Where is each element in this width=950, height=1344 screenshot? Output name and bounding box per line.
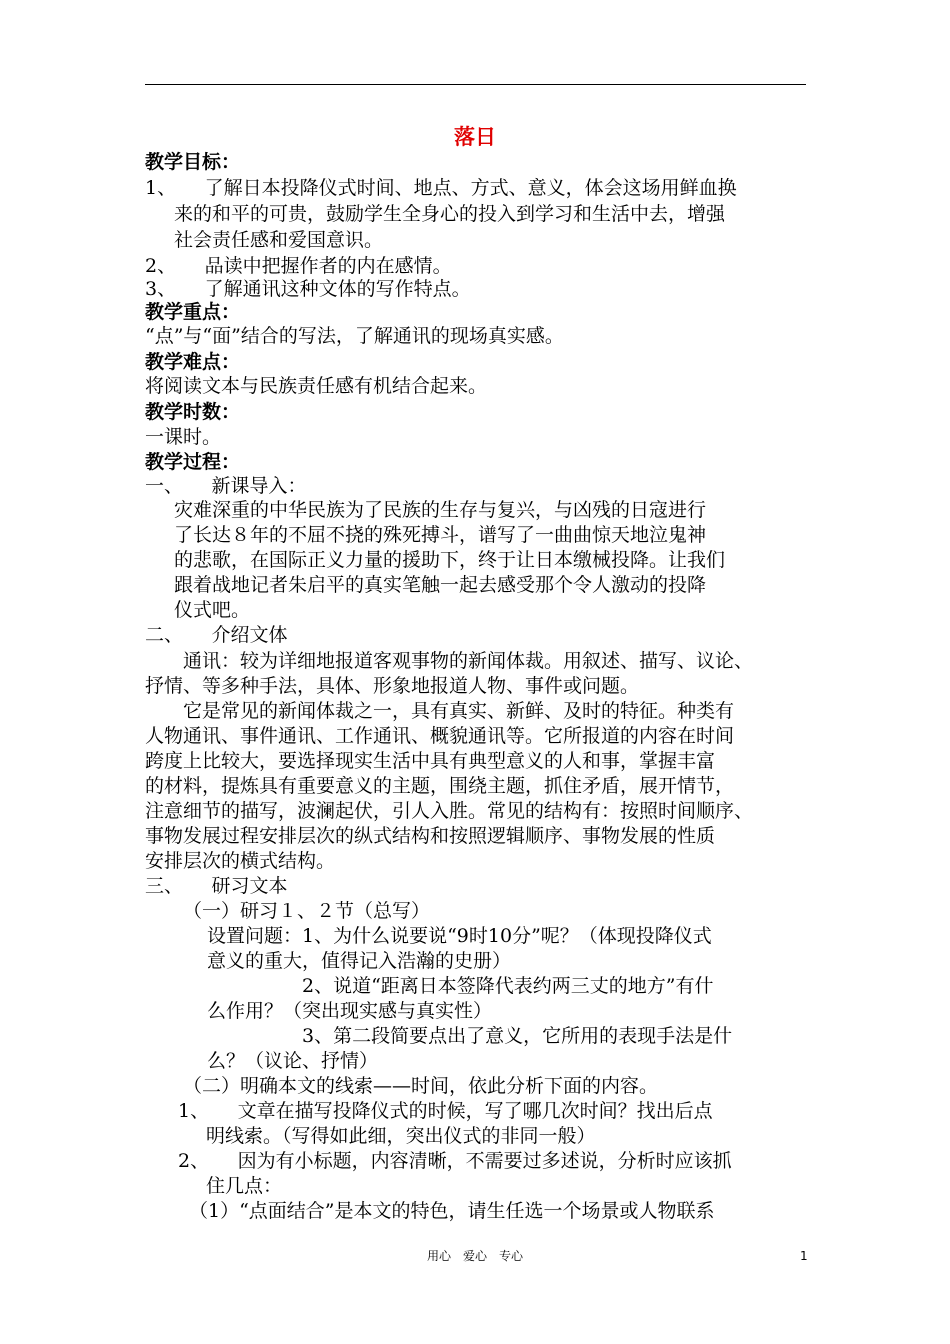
text-line: 通讯：较为详细地报道客观事物的新闻体裁。用叙述、描写、议论、 bbox=[145, 650, 754, 672]
text-line: （二）明确本文的线索——时间，依此分析下面的内容。 bbox=[183, 1075, 659, 1097]
text-line: 设置问题：1、为什么说要说“9时10分”呢？（体现投降仪式 bbox=[207, 925, 712, 947]
page-title: 落日 bbox=[454, 125, 496, 149]
text-line: 三、 研习文本 bbox=[145, 875, 288, 897]
text-line: 了长达８年的不屈不挠的殊死搏斗，谱写了一曲曲惊天地泣鬼神 bbox=[174, 524, 707, 546]
text-line: 3、 了解通讯这种文体的写作特点。 bbox=[145, 278, 471, 300]
text-line: 注意细节的描写，波澜起伏，引人入胜。常见的结构有：按照时间顺序、 bbox=[145, 800, 754, 822]
text-line: 2、 品读中把握作者的内在感情。 bbox=[145, 255, 452, 277]
header-rule bbox=[145, 84, 806, 85]
text-line: 么？（议论、抒情） bbox=[207, 1050, 379, 1072]
text-line: 安排层次的横式结构。 bbox=[145, 850, 336, 872]
text-line: 跟着战地记者朱启平的真实笔触一起去感受那个令人激动的投降 bbox=[174, 574, 707, 596]
text-line: 它是常见的新闻体裁之一，具有真实、新鲜、及时的特征。种类有 bbox=[145, 700, 735, 722]
section-heading: 教学过程： bbox=[145, 451, 241, 473]
text-line: 1、 文章在描写投降仪式的时候，写了哪几次时间？找出后点 bbox=[178, 1100, 713, 1122]
text-line: 一、 新课导入： bbox=[145, 475, 307, 497]
text-line: 社会责任感和爱国意识。 bbox=[174, 229, 384, 251]
text-line: （一）研习１、２节（总写） bbox=[183, 900, 431, 922]
section-heading: 教学时数： bbox=[145, 401, 241, 423]
text-line: 住几点： bbox=[206, 1175, 283, 1197]
text-line: 将阅读文本与民族责任感有机结合起来。 bbox=[145, 375, 488, 397]
text-line: “点”与“面”结合的写法，了解通讯的现场真实感。 bbox=[145, 325, 564, 347]
text-line: 人物通讯、事件通讯、工作通讯、概貌通讯等。它所报道的内容在时间 bbox=[145, 725, 735, 747]
text-line: 仪式吧。 bbox=[174, 599, 251, 621]
text-line: 的悲歌，在国际正义力量的援助下，终于让日本缴械投降。让我们 bbox=[174, 549, 726, 571]
text-line: 二、 介绍文体 bbox=[145, 624, 288, 646]
text-line: 的材料，提炼具有重要意义的主题，围绕主题，抓住矛盾，展开情节， bbox=[145, 775, 735, 797]
text-line: 灾难深重的中华民族为了民族的生存与复兴，与凶残的日寇进行 bbox=[174, 499, 707, 521]
text-line: 1、 了解日本投降仪式时间、地点、方式、意义，体会这场用鲜血换 bbox=[145, 177, 737, 199]
section-heading: 教学难点： bbox=[145, 351, 241, 373]
text-line: 抒情、等多种手法，具体、形象地报道人物、事件或问题。 bbox=[145, 675, 640, 697]
text-line: 3、第二段简要点出了意义，它所用的表现手法是什 bbox=[207, 1025, 733, 1047]
text-line: 2、说道“距离日本签降代表约两三丈的地方”有什 bbox=[207, 975, 714, 997]
text-line: 2、 因为有小标题，内容清晰，不需要过多述说，分析时应该抓 bbox=[178, 1150, 732, 1172]
footer-slogan: 用心 爱心 专心 bbox=[426, 1249, 523, 1263]
text-line: （1）“点面结合”是本文的特色，请生任选一个场景或人物联系 bbox=[189, 1200, 715, 1222]
page-number: 1 bbox=[800, 1249, 808, 1263]
text-line: 意义的重大，值得记入浩瀚的史册） bbox=[207, 950, 512, 972]
text-line: 来的和平的可贵，鼓励学生全身心的投入到学习和生活中去，增强 bbox=[174, 203, 726, 225]
text-line: 么作用？（突出现实感与真实性） bbox=[207, 1000, 493, 1022]
section-heading: 教学重点： bbox=[145, 301, 241, 323]
text-line: 跨度上比较大，要选择现实生活中具有典型意义的人和事，掌握丰富 bbox=[145, 750, 716, 772]
text-line: 一课时。 bbox=[145, 426, 222, 448]
text-line: 事物发展过程安排层次的纵式结构和按照逻辑顺序、事物发展的性质 bbox=[145, 825, 716, 847]
section-heading: 教学目标： bbox=[145, 151, 241, 173]
text-line: 明线索。（写得如此细，突出仪式的非同一般） bbox=[206, 1125, 596, 1147]
